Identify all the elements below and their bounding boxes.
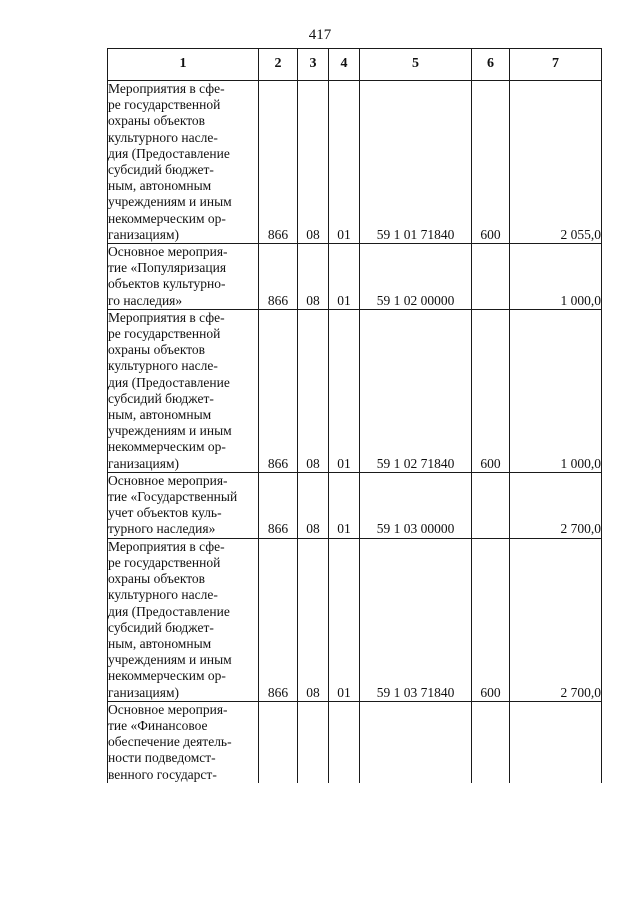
header-row (108, 49, 602, 81)
description-line: учреждениям и иным (108, 194, 232, 210)
description-line: учреждениям и иным (108, 652, 232, 668)
description-line: тие «Финансовое (108, 717, 208, 733)
description-line: Основное мероприя- (108, 701, 228, 717)
description-line: Основное мероприя- (108, 244, 228, 260)
description-line: ным, автономным (108, 178, 212, 194)
description-line: дия (Предоставление (108, 145, 230, 161)
budget-table (107, 48, 602, 783)
row-description (108, 244, 259, 310)
table-row (108, 244, 602, 310)
amount: 2 700,0 (510, 472, 602, 538)
row-description (108, 81, 259, 244)
table-body (108, 81, 602, 783)
description-line: Мероприятия в сфе- (108, 81, 225, 96)
subsection-code: 01 (329, 309, 360, 472)
section-code: 08 (298, 538, 329, 701)
table-row (108, 472, 602, 538)
expense-type-code: 600 (472, 538, 510, 701)
page-number: 417 (308, 27, 332, 43)
description-line: ре государственной (108, 554, 221, 570)
expense-type-code (472, 472, 510, 538)
row-description (108, 472, 259, 538)
table-row (108, 81, 602, 244)
header-col-6: 6 (472, 49, 510, 81)
table-row (108, 538, 602, 701)
description-line: тие «Государственный (108, 489, 238, 505)
description-line: некоммерческим ор- (108, 668, 226, 684)
description-line: го наследия» (108, 292, 183, 308)
description-line: учреждениям и иным (108, 423, 232, 439)
row-description (108, 309, 259, 472)
description-line: культурного насле- (108, 129, 218, 145)
description-line: тие «Популяризация (108, 260, 227, 276)
description-line: охраны объектов (108, 342, 206, 358)
description-line: объектов культурно- (108, 276, 226, 292)
header-col-2: 2 (259, 49, 298, 81)
description-line: ным, автономным (108, 407, 212, 423)
row-description (108, 701, 259, 783)
table-row (108, 701, 602, 783)
description-line: ности подведомст- (108, 750, 216, 766)
target-article-code: 59 1 03 71840 (360, 538, 472, 701)
description-line: турного наследия» (108, 521, 216, 537)
header-col-1: 1 (108, 49, 259, 81)
description-line: некоммерческим ор- (108, 439, 226, 455)
description-line: ганизациям) (108, 684, 180, 700)
description-line: ре государственной (108, 326, 221, 342)
description-line: учет объектов куль- (108, 505, 222, 521)
expense-type-code (472, 244, 510, 310)
expense-type-code (472, 701, 510, 783)
header-col-7: 7 (510, 49, 602, 81)
subsection-code: 01 (329, 81, 360, 244)
ministry-code: 866 (259, 309, 298, 472)
section-code: 08 (298, 472, 329, 538)
expense-type-code: 600 (472, 81, 510, 244)
subsection-code: 01 (329, 244, 360, 310)
description-line: некоммерческим ор- (108, 210, 226, 226)
ministry-code: 866 (259, 538, 298, 701)
description-line: дия (Предоставление (108, 603, 230, 619)
section-code: 08 (298, 244, 329, 310)
amount: 1 000,0 (510, 244, 602, 310)
subsection-code: 01 (329, 472, 360, 538)
target-article-code: 59 1 02 00000 (360, 244, 472, 310)
expense-type-code: 600 (472, 309, 510, 472)
target-article-code: 59 1 01 71840 (360, 81, 472, 244)
row-description (108, 538, 259, 701)
header-col-3: 3 (298, 49, 329, 81)
amount: 2 055,0 (510, 81, 602, 244)
description-line: ганизациям) (108, 455, 180, 471)
description-line: Основное мероприя- (108, 472, 228, 488)
target-article-code: 59 1 02 71840 (360, 309, 472, 472)
ministry-code: 866 (259, 244, 298, 310)
description-line: охраны объектов (108, 571, 206, 587)
description-line: субсидий бюджет- (108, 619, 214, 635)
description-line: ре государственной (108, 97, 221, 113)
subsection-code: 01 (329, 538, 360, 701)
ministry-code: 866 (259, 81, 298, 244)
ministry-code: 866 (259, 472, 298, 538)
description-line: субсидий бюджет- (108, 390, 214, 406)
subsection-code (329, 701, 360, 783)
amount: 1 000,0 (510, 309, 602, 472)
description-line: ганизациям) (108, 226, 180, 242)
amount (510, 701, 602, 783)
description-line: Мероприятия в сфе- (108, 538, 225, 554)
section-code (298, 701, 329, 783)
description-line: дия (Предоставление (108, 374, 230, 390)
description-line: обеспечение деятель- (108, 734, 232, 750)
section-code: 08 (298, 81, 329, 244)
header-col-4: 4 (329, 49, 360, 81)
description-line: венного государст- (108, 766, 217, 782)
section-code: 08 (298, 309, 329, 472)
target-article-code (360, 701, 472, 783)
description-line: Мероприятия в сфе- (108, 309, 225, 325)
description-line: ным, автономным (108, 635, 212, 651)
description-line: культурного насле- (108, 587, 218, 603)
ministry-code (259, 701, 298, 783)
description-line: охраны объектов (108, 113, 206, 129)
header-col-5: 5 (360, 49, 472, 81)
table-row (108, 309, 602, 472)
description-line: субсидий бюджет- (108, 162, 214, 178)
amount: 2 700,0 (510, 538, 602, 701)
target-article-code: 59 1 03 00000 (360, 472, 472, 538)
description-line: культурного насле- (108, 358, 218, 374)
